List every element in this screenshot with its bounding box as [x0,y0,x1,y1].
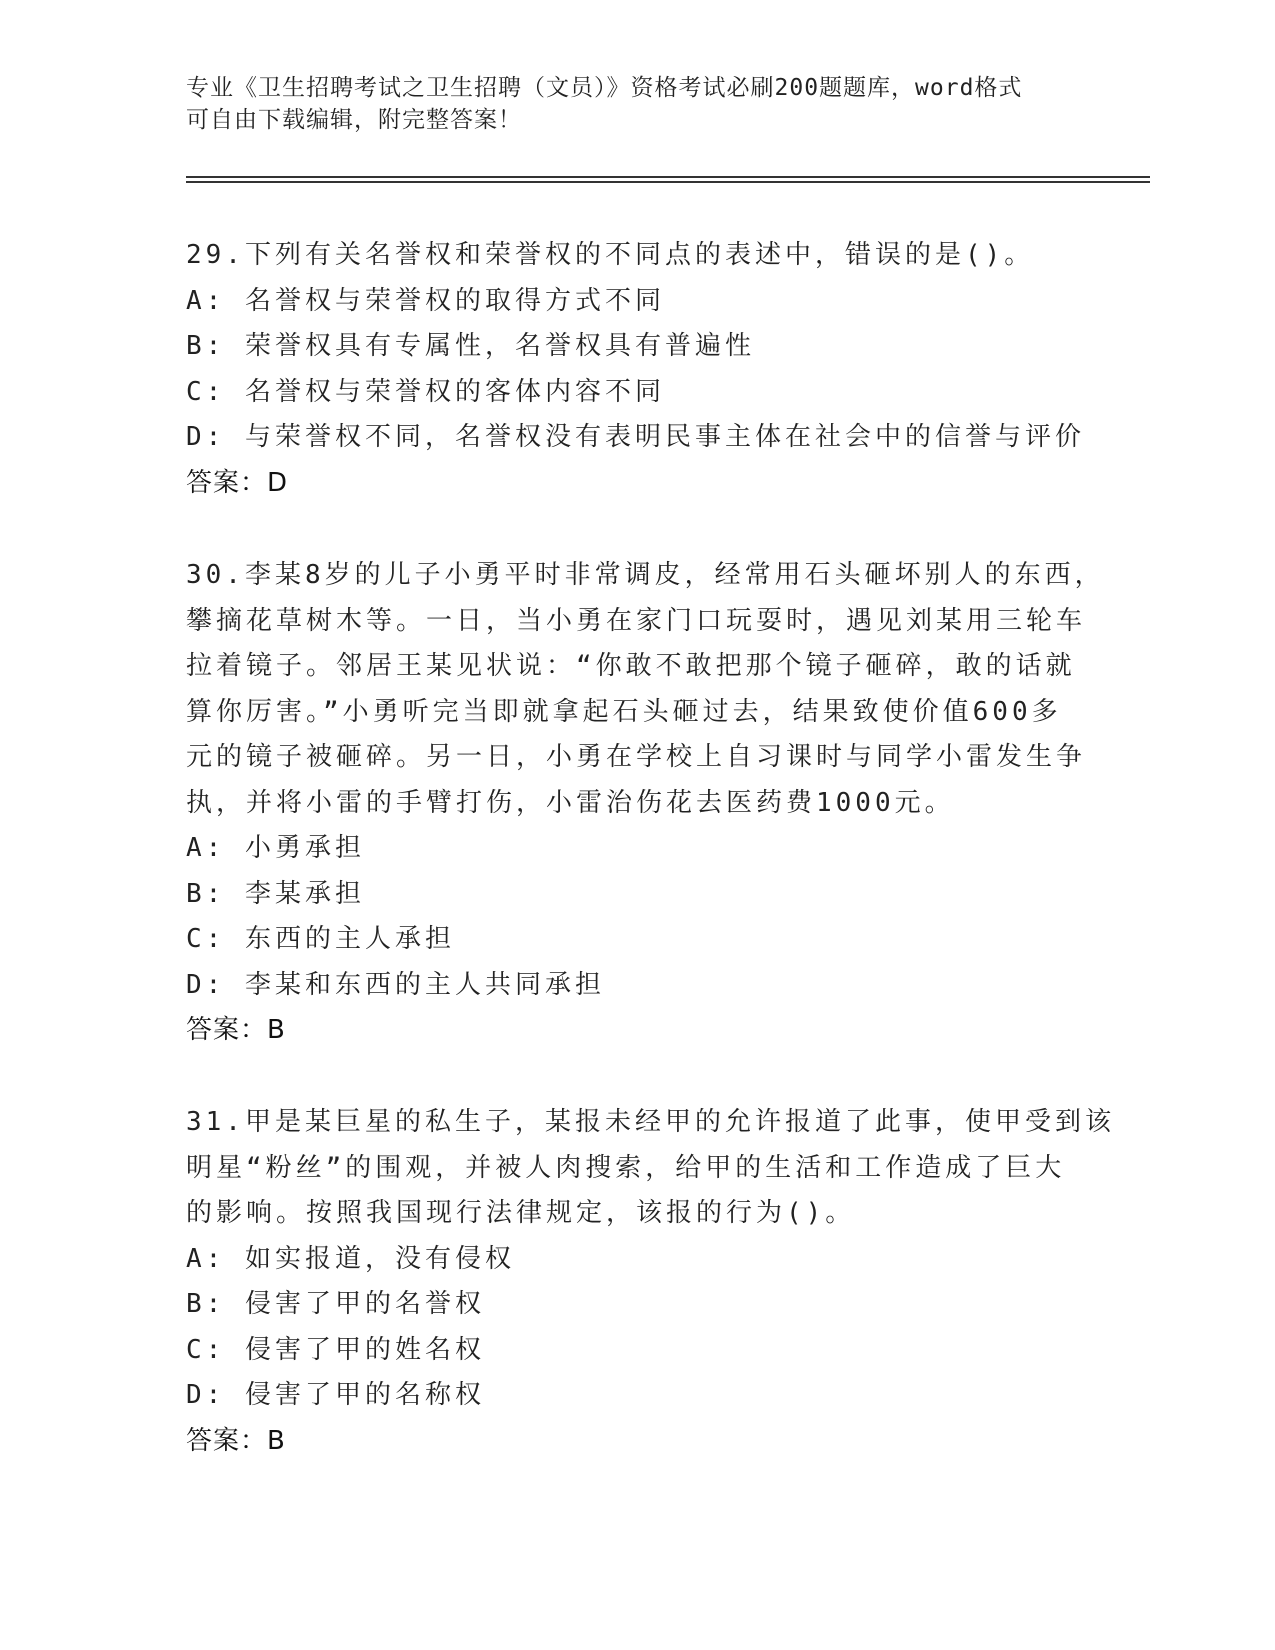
question-text: 30.李某8岁的儿子小勇平时非常调皮，经常用石头砸坏别人的东西， [186,560,1105,590]
option-d: D: 侵害了甲的名称权 [186,1380,485,1410]
question-text: 的影响。按照我国现行法律规定，该报的行为()。 [186,1198,856,1228]
option-b: B: 荣誉权具有专属性，名誉权具有普遍性 [186,331,755,361]
option-a: A: 如实报道，没有侵权 [186,1243,515,1274]
option-b: B: 李某承担 [186,878,365,909]
question-29 [186,233,1086,506]
header-divider-top [186,176,1150,178]
document-header [186,72,1066,136]
question-text: 算你厉害。”小勇听完当即就拿起石头砸过去，结果致使价值600多 [186,696,1062,727]
option-c: C: 名誉权与荣誉权的客体内容不同 [186,376,665,407]
option-b: B: 侵害了甲的名誉权 [186,1289,485,1319]
question-text: 拉着镜子。邻居王某见状说：“你敢不敢把那个镜子砸碎，敢的话就 [186,651,1076,681]
option-c: C: 侵害了甲的姓名权 [186,1334,485,1365]
question-text: 执，并将小雷的手臂打伤，小雷治伤花去医药费1000元。 [186,787,955,818]
answer: 答案：D [186,467,289,498]
option-a: A: 名誉权与荣誉权的取得方式不同 [186,285,665,316]
question-text: 29.下列有关名誉权和荣誉权的不同点的表述中，错误的是()。 [186,240,1035,270]
answer: 答案：B [186,1425,286,1456]
option-d: D: 李某和东西的主人共同承担 [186,969,605,1000]
option-d: D: 与荣誉权不同，名誉权没有表明民事主体在社会中的信誉与评价 [186,422,1085,452]
question-text: 元的镜子被砸碎。另一日，小勇在学校上自习课时与同学小雷发生争 [186,742,1087,772]
question-30 [186,553,1105,1054]
question-text: 31.甲是某巨星的私生子，某报未经甲的允许报道了此事，使甲受到该 [186,1107,1115,1137]
question-text: 攀摘花草树木等。一日，当小勇在家门口玩耍时，遇见刘某用三轮车 [186,605,1087,636]
answer: 答案：B [186,1015,286,1045]
header-divider-bottom [186,181,1150,183]
header-title-line-2: 可自由下载编辑，附完整答案！ [186,107,522,133]
question-text: 明星“粉丝”的围观，并被人肉搜索，给甲的生活和工作造成了巨大 [186,1152,1066,1183]
option-a: A: 小勇承担 [186,833,365,863]
header-title-line-1: 专业《卫生招聘考试之卫生招聘（文员）》资格考试必刷200题题库，word格式 [186,75,1023,101]
question-31 [186,1100,1115,1464]
option-c: C: 东西的主人承担 [186,924,455,954]
